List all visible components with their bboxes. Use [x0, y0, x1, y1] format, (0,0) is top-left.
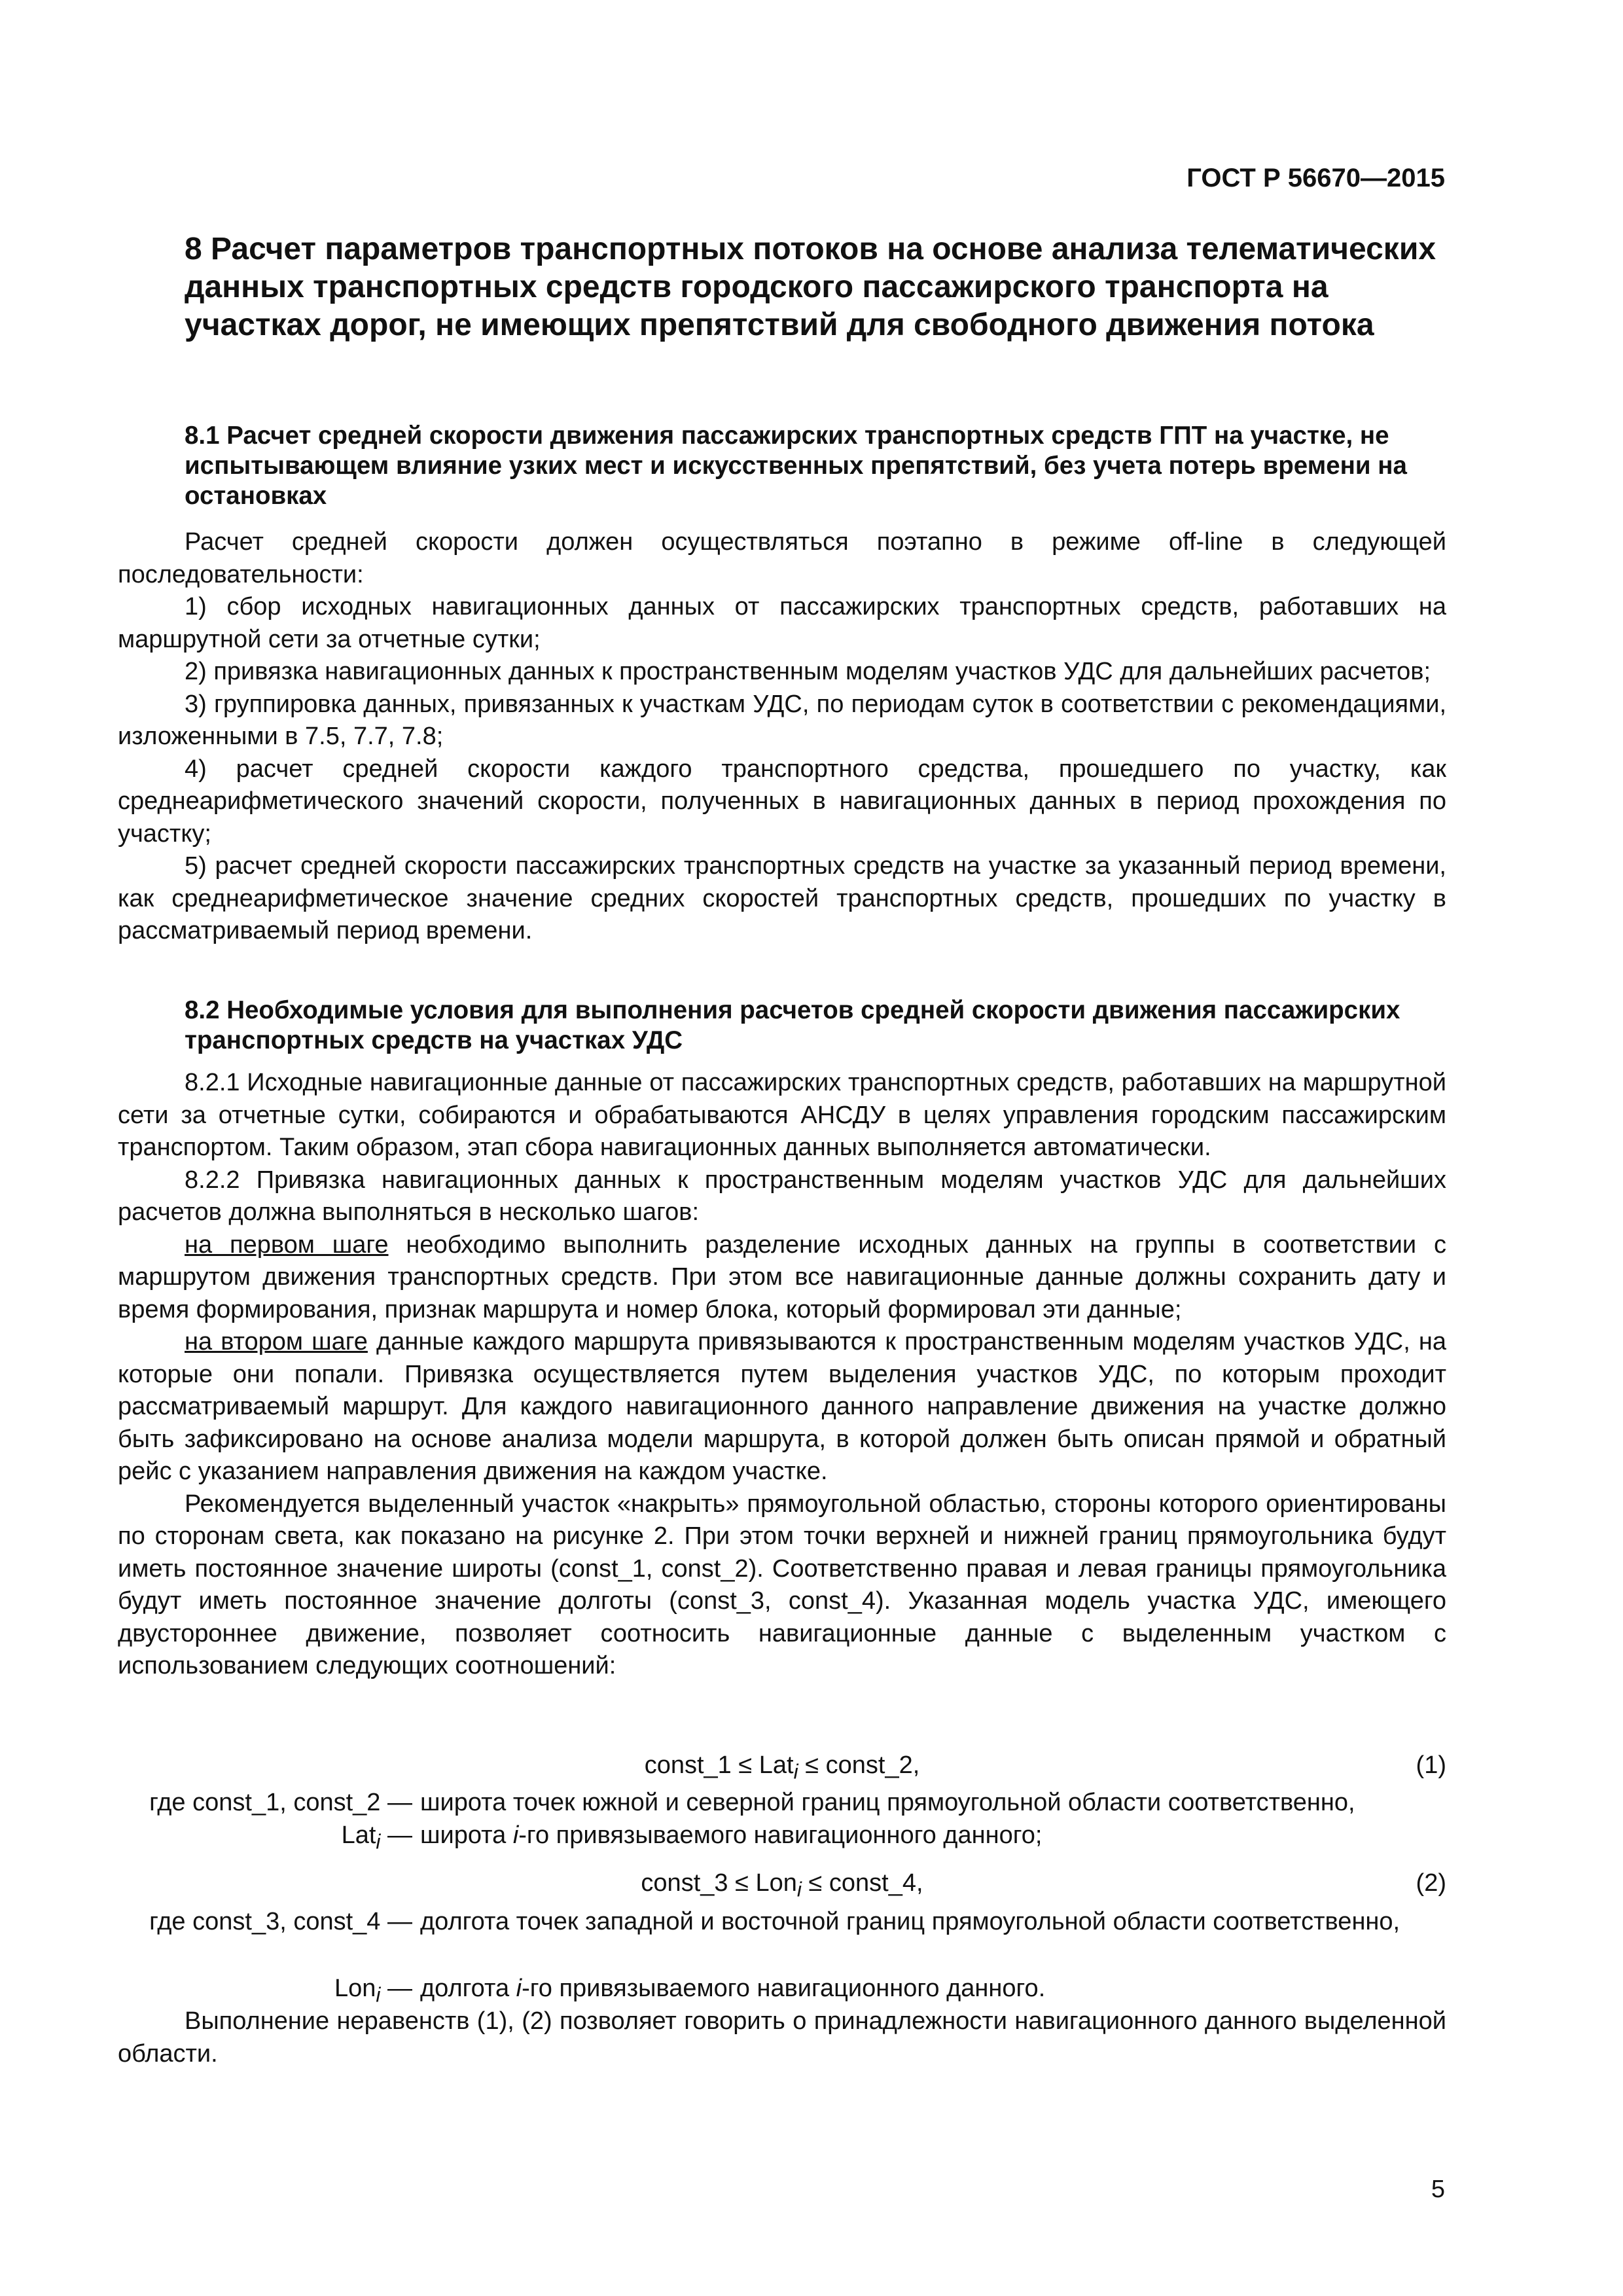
where-2-lon-term: Lon$_i$ — [334, 1975, 412, 2007]
where-2-description: долгота точек западной и восточной границ прямоугольной области соответственно, [420, 1908, 1400, 1935]
where-1-description: широта точек южной и северной границ прямоугольной области соответственно, [420, 1789, 1355, 1816]
formula-2 [118, 1867, 1446, 1899]
section-8-1-title: 8.1 Расчет средней скорости движения пассажирских транспортных средств ГПТ на участке, не испытывающем влияние узких мест и искусственных препятствий, без учета потерь времени на остановках [185, 422, 1407, 510]
where-1-lat-term: Lat$_i$ — [341, 1821, 412, 1854]
list-item: 4) расчет средней скорости каждого транспортного средства, прошедшего по участку, как среднеарифметического значений скорости, полученных в навигационных данных в период прохождения по участку; [118, 755, 1446, 848]
formula-1 [118, 1749, 1446, 1782]
list-item: 1) сбор исходных навигационных данных от пассажирских транспортных средств, работавших на маршрутной сети за отчетные сутки; [118, 593, 1446, 653]
step-1-paragraph [118, 1229, 1446, 1327]
list-item: 2) привязка навигационных данных к пространственным моделям участков УДС для дальнейших расчетов; [185, 658, 1431, 685]
section-8-title: 8 Расчет параметров транспортных потоков на основе анализа телематических данных транспортных средств городского пассажирского транспорта на участках дорог, не имеющих препятствий для свободного движения потока [185, 232, 1436, 342]
formula-1-expression: const_1 ≤ Lat$_i$ ≤ const_2, [644, 1751, 920, 1784]
recommendation-paragraph: Рекомендуется выделенный участок «накрыть» прямоугольной областью, стороны которого ориентированы по сторонам света, как показано на рисунке 2. При этом точки верхней и нижней границ прямоугольника будут иметь постоянное значение широты (const_1, const_2). Соответственно правая и левая границы прямоугольника будут иметь постоянное значение долготы (const_3, const_4). Указанная модель участка УДС, имеющего двустороннее движение, позволяет соотносить навигационные данные с выделенным участком с использованием следующих соотношений: [118, 1490, 1446, 1679]
paragraph-8-2-1: 8.2.1 Исходные навигационные данные от пассажирских транспортных средств, работавших на маршрутной сети за отчетные сутки, собираются и обрабатываются АНСДУ в целях управления городским пассажирским транспортом. Таким образом, этап сбора навигационных данных выполняется автоматически. [118, 1069, 1446, 1161]
list-item: 3) группировка данных, привязанных к участкам УДС, по периодам суток в соответствии с рекомендациями, изложенными в 7.5, 7.7, 7.8; [118, 690, 1446, 750]
where-1-lat-description: широта i-го привязываемого навигационного данного; [420, 1821, 1043, 1849]
where-1-row-1 [118, 1787, 1446, 1820]
conclusion-block [118, 2005, 1446, 2070]
where-2-term: где const_3, const_4 — [149, 1908, 412, 1935]
paragraph-8-2-2: 8.2.2 Привязка навигационных данных к пространственным моделям участков УДС для дальнейших расчетов должна выполняться в несколько шагов: [118, 1166, 1446, 1226]
step-2-text: данные каждого маршрута привязываются к пространственным моделям участков УДС, на которые они попали. Привязка осуществляется путем выделения участков УДС, по которым проходит рассматриваемый маршрут. Для каждого навигационного данного направление движения на участке должно быть зафиксировано на основе анализа модели маршрута, в которой должен быть описан прямой и обратный рейс с указанием направления движения на каждом участке. [118, 1328, 1446, 1485]
where-1-row-2 [118, 1820, 1446, 1852]
section-8-1-body [118, 526, 1446, 948]
section-8-2-title: 8.2 Необходимые условия для выполнения расчетов средней скорости движения пассажирских транспортных средств на участках УДС [185, 996, 1400, 1054]
section-8-1-intro: Расчет средней скорости должен осуществляться поэтапно в режиме off-line в следующей последовательности: [118, 528, 1446, 588]
step-1-label: на первом шаге [185, 1230, 389, 1259]
section-8-2-body [118, 1067, 1446, 1683]
step-1-text: необходимо выполнить разделение исходных данных на группы в соответствии с маршрутом движения транспортных средств. При этом все навигационные данные должны сохранить дату и время формирования, признак маршрута и номер блока, который формировал эти данные; [118, 1230, 1446, 1323]
formula-2-number: (2) [1416, 1869, 1446, 1897]
where-2-lon-description: долгота i-го привязываемого навигационного данного. [420, 1975, 1046, 2002]
step-2-paragraph [118, 1326, 1446, 1488]
formula-1-number: (1) [1416, 1751, 1446, 1779]
step-2-label: на втором шаге [185, 1328, 368, 1355]
page-number: 5 [1431, 2176, 1445, 2203]
where-2-row-1 [118, 1906, 1446, 1971]
where-2-row-2 [118, 1973, 1446, 2005]
where-1-term: где const_1, const_2 — [149, 1789, 412, 1816]
document-code-header: ГОСТ Р 56670—2015 [1186, 164, 1445, 192]
conclusion-paragraph: Выполнение неравенств (1), (2) позволяет говорить о принадлежности навигационного данного выделенной области. [118, 2007, 1446, 2068]
list-item: 5) расчет средней скорости пассажирских транспортных средств на участке за указанный период времени, как среднеарифметическое значение средних скоростей транспортных средств, прошедших по участку в рассматриваемый период времени. [118, 852, 1446, 944]
formula-2-expression: const_3 ≤ Lon$_i$ ≤ const_4, [641, 1869, 923, 1901]
